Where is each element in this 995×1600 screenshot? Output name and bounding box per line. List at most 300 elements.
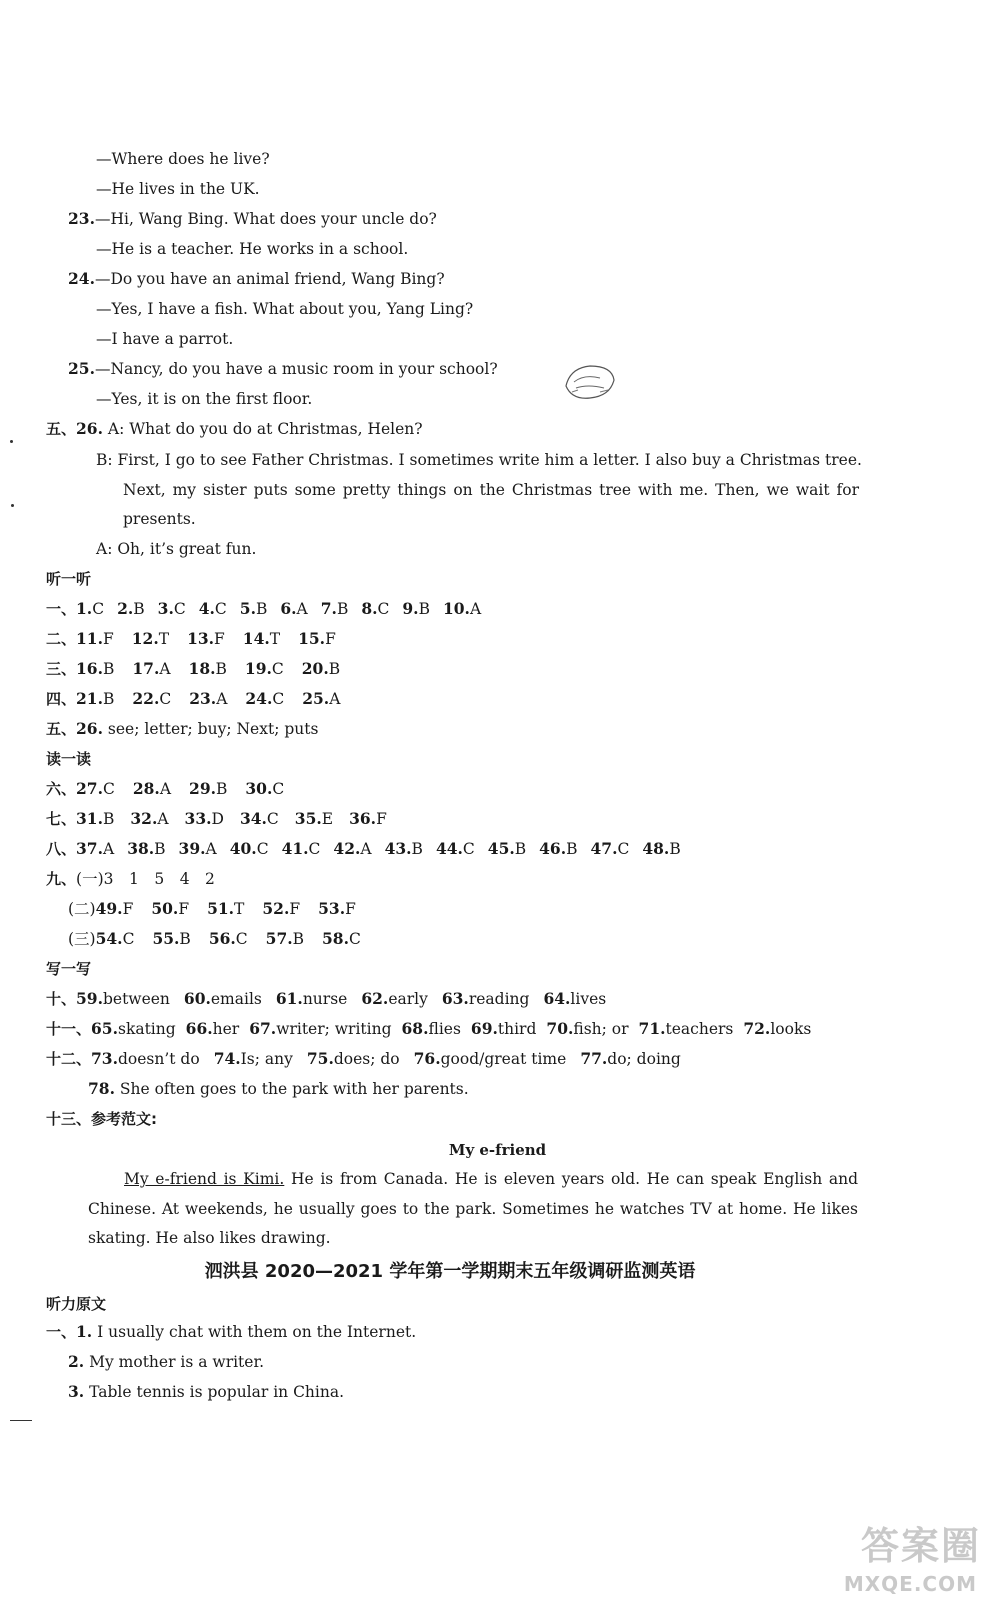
question-number: 49. [95,899,123,918]
answer-item [91,1020,176,1038]
question-number: 71. [638,1019,666,1038]
dialogue-line: —Yes, it is on the first floor. [96,390,313,408]
question-number: 51. [207,899,235,918]
question-number: 63. [441,989,469,1008]
answer-item [209,930,248,948]
answer-value: Is; any [240,1050,293,1068]
question-number: 77. [580,1049,608,1068]
answer-item [280,600,307,618]
answer-value: C [308,840,321,858]
question-number: 41. [281,839,309,858]
answer-value: C [102,780,115,798]
question-number: 34. [239,809,267,828]
question-number: 33. [184,809,212,828]
answer-row-9-3 [68,929,361,949]
question-number: 52. [262,899,290,918]
essay-text: He is from Canada. He is eleven years old. He can speak English and [284,1170,859,1188]
answer-row-78 [88,1079,469,1099]
watermark-url: MXQE.COM [843,1572,977,1596]
answer-item [185,810,224,828]
answer-item [295,810,333,828]
answer-item [158,600,186,618]
answer-value: B [669,840,681,858]
answer-item [249,1020,391,1038]
answer-value: F [345,900,356,918]
answer-text: She often goes to the park with her parents. [114,1080,469,1098]
dialogue-line: —Where does he live? [96,150,270,168]
answer-item [402,1020,461,1038]
answer-value: early [388,990,428,1008]
answer-value: skating [117,1020,176,1038]
answer-item [76,690,114,708]
question-number: 74. [213,1049,241,1068]
question-number: 23. [68,209,95,228]
answer-item [642,840,680,858]
answer-value: E [321,810,334,828]
answer-value: A [102,840,115,858]
section-prefix: 五、 [46,420,77,438]
answer-item [184,990,262,1008]
script-text: Table tennis is popular in China. [84,1383,345,1401]
answer-item [243,630,280,648]
answer-item [580,1050,681,1068]
question-number: 15. [298,629,326,648]
question-number: 23. [189,689,217,708]
question-number: 67. [249,1019,277,1038]
question-number: 64. [543,989,571,1008]
answer-row-12 [46,1049,681,1069]
question-number: 65. [91,1019,118,1038]
question-number: 25. [302,689,330,708]
answer-item [76,840,114,858]
answer-value: T [234,900,245,918]
answer-value: T [158,630,170,648]
question-number: 2. [68,1352,85,1371]
answer-item [76,600,104,618]
answer-list [76,780,284,798]
question-number: 18. [188,659,216,678]
answer-item [76,660,114,678]
section-prefix: 十二、 [46,1050,92,1068]
question-number: 61. [275,989,303,1008]
dialogue-line: —I have a parrot. [96,330,234,348]
answer-value: doesn’t do [117,1050,200,1068]
question-number: 44. [435,839,463,858]
answer-row-9-2 [68,899,356,919]
answer-item [96,900,134,918]
answer-item [488,840,526,858]
question-number: 24. [245,689,273,708]
question-number: 78. [88,1079,115,1098]
dialogue-line: —He is a teacher. He works in a school. [96,240,409,258]
answer-value: B [255,600,268,618]
answer-value: B [102,690,115,708]
section-prefix: 十、 [46,990,77,1008]
question-number: 40. [229,839,257,858]
answer-value: nurse [302,990,348,1008]
question-number: 26. [76,719,103,738]
answer-list [91,1050,681,1068]
answer-item [349,810,387,828]
question-26 [46,419,423,439]
question-number: 27. [76,779,103,798]
question-number: 73. [91,1049,118,1068]
answer-item [322,930,361,948]
answer-value: B [102,660,115,678]
answer-value: B [566,840,578,858]
section-prefix: 一、 [46,600,77,618]
question-number: 57. [265,929,293,948]
question-number: 6. [280,599,297,618]
question-number: 2. [117,599,134,618]
answer-item [414,1050,567,1068]
answer-value: emails [210,990,262,1008]
answer-item [282,840,321,858]
answer-item [385,840,423,858]
question-number: 59. [76,989,103,1008]
question-number: 5. [239,599,256,618]
answer-item [318,900,356,918]
question-number: 4. [198,599,215,618]
answer-item [132,690,171,708]
question-number: 70. [546,1019,574,1038]
question-number: 3. [68,1382,85,1401]
question-number: 13. [187,629,215,648]
answer-value: C [122,930,135,948]
question-number: 53. [318,899,346,918]
answer-item [276,990,347,1008]
answer-row-2 [46,629,336,649]
listening-script-heading: 听力原文 [46,1295,107,1313]
question-number: 76. [413,1049,441,1068]
question-number: 46. [539,839,567,858]
script-item [68,1352,264,1372]
section-heading-listen: 听一听 [46,570,92,588]
script-item [68,1382,344,1402]
answer-value: B [179,930,191,948]
section-prefix: 九、 [46,870,77,888]
answer-value: A [159,780,172,798]
question-number: 75. [306,1049,334,1068]
answer-value: B [336,600,349,618]
answer-value: C [256,840,269,858]
answer-value: looks [770,1020,812,1038]
answer-item [442,990,530,1008]
question-number: 8. [361,599,378,618]
section-heading-essay: 十三、参考范文: [46,1110,157,1128]
answer-value: F [376,810,387,828]
answer-value: C [272,690,285,708]
answer-item [298,630,336,648]
answer-item [96,930,135,948]
answer-value: F [122,900,134,918]
answer-item [189,660,227,678]
answer-list [76,600,481,618]
part-prefix: (三) [68,930,96,948]
question-number: 60. [183,989,211,1008]
answer-value: A [360,840,372,858]
question-number: 66. [185,1019,213,1038]
answer-item [591,840,630,858]
section-prefix: 十一、 [46,1020,92,1038]
answer-item [302,660,340,678]
answer-value: B [292,930,305,948]
dialogue-line: B: First, I go to see Father Christmas. I sometimes write him a letter. I also buy a Christmas tree. [96,451,862,469]
answer-item [76,630,114,648]
answer-value: A [329,690,341,708]
answer-item [132,660,170,678]
answer-list [91,1020,811,1038]
answer-item [152,930,190,948]
question-number: 62. [361,989,389,1008]
answer-row-5 [46,719,318,739]
part-prefix: (二) [68,900,96,918]
answer-value: third [497,1020,537,1038]
answer-item [186,1020,240,1038]
section-prefix: 七、 [46,810,77,828]
scan-dot [10,440,13,443]
answer-item [133,780,171,798]
answer-value: B [102,810,115,828]
essay-line: Chinese. At weekends, he usually goes to the park. Sometimes he watches TV at home. He likes [88,1200,858,1218]
answer-list [76,690,340,708]
answer-value: A [216,690,228,708]
answer-value: C [266,810,279,828]
dialogue-line: —Hi, Wang Bing. What does your uncle do? [94,210,437,228]
section-prefix: 二、 [46,630,77,648]
answer-value: lives [570,990,607,1008]
question-number: 47. [590,839,618,858]
answer-text: (一)3 1 5 4 2 [76,870,215,888]
answer-list [76,990,606,1008]
answer-item [199,600,227,618]
question-number: 31. [76,809,103,828]
answer-value: C [462,840,475,858]
answer-value: C [271,660,284,678]
answer-item [240,600,268,618]
answer-item [189,690,227,708]
answer-item [230,840,269,858]
answer-value: B [411,840,423,858]
answer-value: A [296,600,308,618]
answer-item [76,990,170,1008]
question-number: 25. [68,359,95,378]
answer-item [76,810,114,828]
question-number: 24. [68,269,95,288]
answer-value: A [469,600,482,618]
question-number: 35. [294,809,322,828]
question-number: 9. [402,599,419,618]
answer-item [240,810,279,828]
answer-item [187,630,225,648]
answer-item [76,780,115,798]
answer-value: flies [428,1020,461,1038]
answer-value: A [157,810,169,828]
answer-row-8 [46,839,681,859]
dialogue-line: —He lives in the UK. [96,180,260,198]
answer-item [333,840,371,858]
dialogue-line: —Yes, I have a fish. What about you, Yang Ling? [96,300,474,318]
scan-edge-line [10,1420,32,1421]
answer-item [207,900,244,918]
question-number: 58. [322,929,349,948]
answer-value: teachers [665,1020,734,1038]
answer-item [189,780,227,798]
answer-value: C [159,690,172,708]
exam-title: 泗洪县 2020—2021 学年第一学期期末五年级调研监测英语 [204,1261,696,1282]
watermark-logo: 答案圈 [860,1524,981,1568]
answer-value: C [377,600,390,618]
question-number: 29. [189,779,216,798]
answer-item [361,990,428,1008]
question-number: 17. [132,659,160,678]
answer-value: C [235,930,248,948]
question-number: 21. [76,689,103,708]
question-number: 39. [178,839,206,858]
answer-item [321,600,349,618]
answer-value: A [205,840,217,858]
answer-row-11 [46,1019,811,1039]
answer-item [743,1020,811,1038]
question-number: 26. [76,419,103,438]
dialogue-line: presents. [123,510,196,528]
answer-item [402,600,430,618]
answer-item [266,930,304,948]
dialogue-line: A: Oh, it’s great fun. [96,540,257,558]
question-number: 42. [333,839,361,858]
answer-item [543,990,606,1008]
answer-row-9 [46,869,215,889]
answer-value: F [325,630,336,648]
dialogue-line: —Do you have an animal friend, Wang Bing? [94,270,445,288]
script-text: My mother is a writer. [84,1353,265,1371]
answer-item [179,840,217,858]
answer-item [262,900,300,918]
question-number: 19. [244,659,272,678]
script-text: I usually chat with them on the Internet. [92,1323,417,1341]
question-number: 20. [301,659,329,678]
answer-value: B [154,840,166,858]
answer-value: F [214,630,225,648]
section-prefix: 六、 [46,780,77,798]
question-24 [68,269,445,289]
answer-list [96,900,356,918]
answer-item [245,690,284,708]
dialogue-line: A: What do you do at Christmas, Helen? [102,420,423,438]
answer-row-1 [46,599,481,619]
answer-row-4 [46,689,340,709]
answer-item [245,780,284,798]
answer-item [436,840,475,858]
question-number: 43. [384,839,412,858]
answer-value: C [92,600,105,618]
question-number: 11. [76,629,103,648]
question-number: 37. [76,839,103,858]
answer-item [127,840,165,858]
question-number: 48. [642,839,670,858]
answer-value: B [216,780,228,798]
question-number: 69. [470,1019,498,1038]
answer-value: F [102,630,114,648]
answer-item [151,900,189,918]
question-23 [68,209,437,229]
question-number: 1. [76,1322,93,1341]
answer-value: her [212,1020,240,1038]
section-prefix: 五、 [46,720,77,738]
answer-row-10 [46,989,606,1009]
question-number: 22. [132,689,160,708]
question-number: 3. [157,599,174,618]
answer-value: does; do [333,1050,400,1068]
scan-dot [11,504,14,507]
answer-list [76,840,681,858]
answer-row-6 [46,779,284,799]
answer-value: T [269,630,281,648]
answer-value: good/great time [440,1050,567,1068]
answer-value: F [178,900,190,918]
answer-value: C [173,600,186,618]
essay-line: skating. He also likes drawing. [88,1229,331,1247]
question-number: 10. [442,599,470,618]
question-number: 7. [320,599,337,618]
question-number: 45. [487,839,515,858]
essay-underlined: My e-friend is Kimi. [124,1170,285,1188]
answer-value: C [272,780,285,798]
answer-value: B [514,840,527,858]
answer-item [471,1020,536,1038]
question-number: 50. [151,899,179,918]
answer-value: B [215,660,227,678]
question-number: 14. [242,629,270,648]
answer-row-7 [46,809,387,829]
answer-item [132,630,169,648]
answer-item [639,1020,734,1038]
question-number: 68. [401,1019,429,1038]
script-item [46,1322,416,1342]
question-number: 55. [152,929,180,948]
question-number: 72. [743,1019,771,1038]
question-number: 1. [76,599,93,618]
answer-item [546,1020,628,1038]
question-number: 36. [349,809,377,828]
question-number: 12. [131,629,159,648]
dialogue-line: —Nancy, do you have a music room in your school? [94,360,498,378]
question-number: 56. [208,929,236,948]
section-heading-read: 读一读 [46,750,92,768]
answer-item [539,840,577,858]
answer-value: writer; writing [276,1020,392,1038]
answer-item [117,600,145,618]
answer-value: fish; or [573,1020,629,1038]
answer-item [361,600,389,618]
answer-item [214,1050,293,1068]
answer-item [130,810,168,828]
answer-value: between [102,990,170,1008]
answer-value: B [418,600,430,618]
section-heading-write: 写一写 [46,960,92,978]
answer-item [245,660,284,678]
essay-title: My e-friend [448,1141,547,1159]
question-number: 28. [132,779,160,798]
section-prefix: 八、 [46,840,77,858]
section-prefix: 一、 [46,1323,77,1341]
answer-value: reading [468,990,530,1008]
answer-value: C [617,840,630,858]
answer-value: A [159,660,171,678]
answer-value: C [348,930,361,948]
answer-item [307,1050,400,1068]
question-number: 54. [95,929,123,948]
